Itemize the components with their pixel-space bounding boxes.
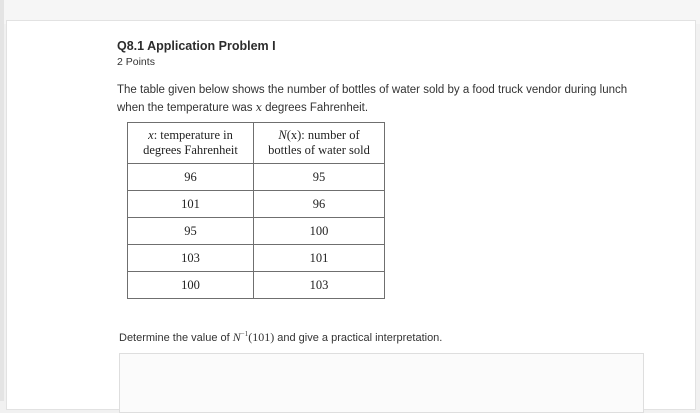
cell-bottles: 100 <box>254 218 385 245</box>
table-row <box>128 164 385 191</box>
cell-temperature: 101 <box>128 191 254 218</box>
cell-temperature: 103 <box>128 245 254 272</box>
task-function: N <box>232 330 241 344</box>
table-row <box>128 245 385 272</box>
cell-bottles: 96 <box>254 191 385 218</box>
left-panel-edge <box>0 0 4 401</box>
task-text-start: Determine the value of <box>119 332 233 344</box>
prompt-text-end: degrees Fahrenheit. <box>261 102 369 114</box>
task-text-end: and give a practical interpretation. <box>274 332 443 344</box>
question-points: 2 Points <box>117 56 155 68</box>
table-row <box>128 191 385 218</box>
header-bottles <box>254 123 385 164</box>
header-n-line2: bottles of water sold <box>268 143 370 157</box>
cell-temperature: 95 <box>128 218 254 245</box>
table-row <box>128 218 385 245</box>
table-row <box>128 272 385 299</box>
header-n-argument: (x) <box>286 127 302 142</box>
header-n-function: N <box>278 127 287 142</box>
header-x-line2: degrees Fahrenheit <box>143 143 238 157</box>
task-question <box>119 330 442 345</box>
question-prompt <box>117 82 647 117</box>
cell-bottles: 101 <box>254 245 385 272</box>
header-x-line1: : temperature in <box>153 127 233 142</box>
data-table <box>127 122 385 299</box>
task-expression <box>233 330 274 344</box>
prompt-text-start: The table given below shows the number of bottles of water sold by a food truck vendor during lunch when the temperature was <box>117 84 628 114</box>
header-n-line1: : number of <box>301 127 360 142</box>
cell-bottles: 103 <box>254 272 385 299</box>
cell-temperature: 100 <box>128 272 254 299</box>
header-x-variable: x <box>148 127 154 142</box>
cell-temperature: 96 <box>128 164 254 191</box>
question-title: Q8.1 Application Problem I <box>117 39 276 53</box>
task-argument: (101) <box>248 330 275 344</box>
question-card <box>6 20 696 410</box>
task-exponent: −1 <box>240 330 249 338</box>
answer-input[interactable] <box>119 353 644 413</box>
cell-bottles: 95 <box>254 164 385 191</box>
prompt-variable: x <box>255 101 262 114</box>
table-header-row <box>128 123 385 164</box>
header-temperature <box>128 123 254 164</box>
